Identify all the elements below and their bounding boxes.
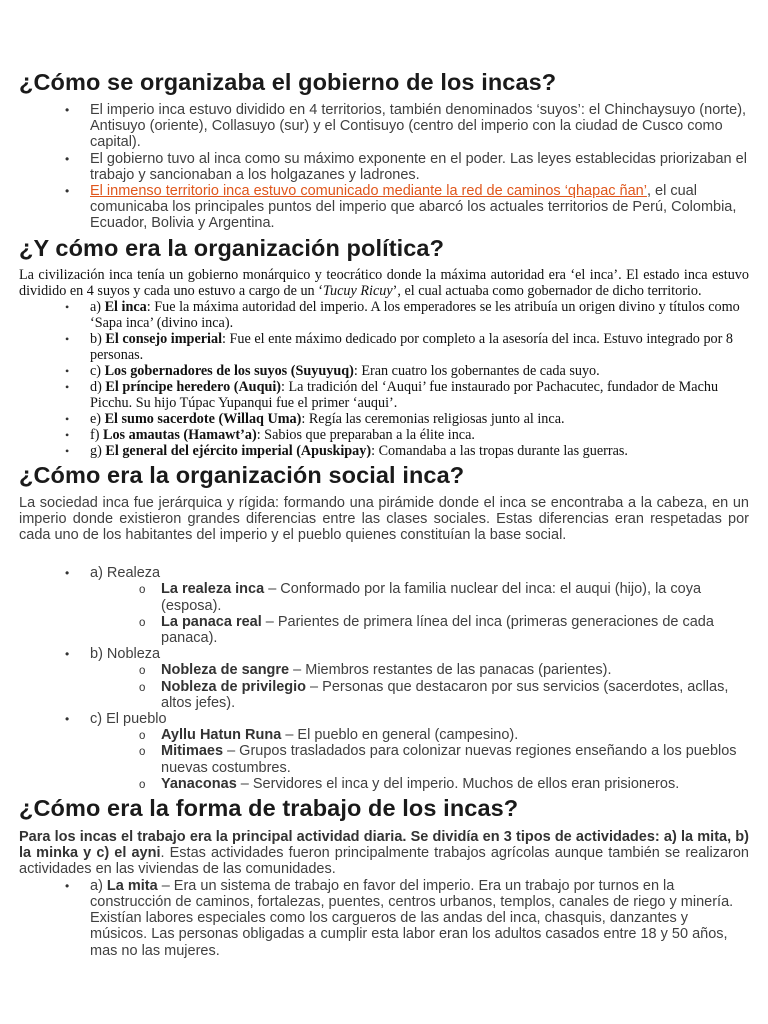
item-desc: – El pueblo en general (campesino). xyxy=(281,727,519,744)
sub-list-container xyxy=(19,727,749,792)
item-desc: : Eran cuatro los gobernantes de cada suyo. xyxy=(353,362,600,379)
item-prefix: f) xyxy=(90,426,103,443)
item-prefix: g) xyxy=(90,442,106,459)
heading-social: ¿Cómo era la organización social inca? xyxy=(19,461,465,488)
sub-list-item xyxy=(19,614,749,646)
sub-list xyxy=(19,727,749,792)
list-item-text: , el cual comunicaba los principales puntos del imperio que abarcó los actuales territorios de Perú, Colombia, Ecuador, Bolivia y Argentina. xyxy=(90,183,737,232)
item-term: Nobleza de privilegio xyxy=(161,678,307,695)
sub-list-item xyxy=(19,679,749,711)
item-term: La realeza inca xyxy=(161,581,265,598)
list-item xyxy=(19,443,749,459)
item-desc: : Regía las ceremonias religiosas junto al inca. xyxy=(301,410,565,427)
item-term: Nobleza de sangre xyxy=(161,662,290,679)
item-prefix: a) xyxy=(90,877,107,894)
trabajo-intro-text: . Estas actividades fueron principalmente trabajos agrícolas aunque también se realizaron actividades en las viviendas de las comunidades. xyxy=(19,845,749,878)
heading-politica: ¿Y cómo era la organización política? xyxy=(19,234,445,261)
list-item xyxy=(19,363,749,379)
item-desc: – Grupos trasladados para colonizar nuevas regiones enseñando a los pueblos nuevas costumbres. xyxy=(161,743,737,776)
item-term: Los amautas (Hamawt’a) xyxy=(103,426,257,443)
item-term: La panaca real xyxy=(161,613,262,630)
item-term: El príncipe heredero (Auqui) xyxy=(105,378,282,395)
item-desc: : Comandaba a las tropas durante las guerras. xyxy=(371,442,628,459)
list-item xyxy=(19,565,749,581)
sub-list-container xyxy=(19,581,749,646)
list-item xyxy=(19,427,749,443)
item-desc: – Conformado por la familia nuclear del inca: el auqui (hijo), la coya (esposa). xyxy=(161,581,702,614)
item-prefix: d) xyxy=(90,378,106,395)
sub-list-item xyxy=(19,727,749,743)
item-desc: – Personas que destacaron por sus servicios (sacerdotes, acllas, altos jefes). xyxy=(161,678,729,711)
intro-text: La civilización inca tenía un gobierno monárquico y teocrático donde la máxima autoridad era ‘el inca’. El estado inca estuvo dividido en 4 suyos y cada uno estuvo a cargo de un ‘ xyxy=(19,266,749,299)
item-desc: : Fue el ente máximo dedicado por completo a la asesoría del inca. Estuvo integrado por 8 personas. xyxy=(90,330,734,363)
item-desc: – Servidores el inca y del imperio. Muchos de ellos eran prisioneros. xyxy=(236,775,680,792)
sub-list-container xyxy=(19,662,749,711)
item-desc: – Miembros restantes de las panacas (parientes). xyxy=(289,662,612,679)
list-item xyxy=(19,331,749,363)
qhapac-nan-link[interactable]: El inmenso territorio inca estuvo comunicado mediante la red de caminos ‘qhapac ñan’ xyxy=(90,183,647,200)
list-item xyxy=(19,646,749,662)
politica-intro xyxy=(19,267,749,299)
item-term: Mitimaes xyxy=(161,743,224,760)
group-label: c) El pueblo xyxy=(90,711,167,728)
heading-trabajo: ¿Cómo era la forma de trabajo de los incas? xyxy=(19,795,519,822)
list-item xyxy=(19,183,749,232)
item-desc: – Parientes de primera línea del inca (primeras generaciones de cada panaca). xyxy=(161,613,714,647)
item-prefix: e) xyxy=(90,410,105,427)
list-item xyxy=(19,711,749,727)
trabajo-intro xyxy=(19,829,749,878)
item-prefix: b) xyxy=(90,330,106,347)
list-item xyxy=(19,878,749,959)
list-item xyxy=(19,411,749,427)
trabajo-intro-bold: Para los incas el trabajo era la principal actividad diaria. Se dividía en 3 tipos de actividades: a) la mita, b) la minka y c) el ayni xyxy=(19,829,749,862)
politica-list xyxy=(19,299,749,459)
gobierno-list xyxy=(19,102,749,232)
item-desc: – Era un sistema de trabajo en favor del imperio. Era un trabajo por turnos en la construcción de caminos, fortalezas, puentes, centros urbanos, templos, canales de riego y minería. Existían labores especiales como los cargueros de las andas del inca, chasquis, danzantes y músicos. Las personas obligadas a cumplir esta labor eran los adultos casados entre 18 y 50 años, mas no las mujeres. xyxy=(90,877,734,959)
sub-list-item xyxy=(19,743,749,775)
list-item xyxy=(19,379,749,411)
list-item: • El imperio inca estuvo dividido en 4 territorios, también denominados ‘suyos’: el Chinchaysuyo (norte), Antisuyo (oriente), Collasuyo (sur) y el Contisuyo (centro del imperio con la ciudad de Cusco como capital). xyxy=(19,102,749,151)
item-term: Yanaconas xyxy=(161,775,237,792)
item-term: Ayllu Hatun Runa xyxy=(161,727,282,744)
item-term: Los gobernadores de los suyos (Suyuyuq) xyxy=(104,362,354,379)
social-intro: La sociedad inca fue jerárquica y rígida: formando una pirámide donde el inca se encontraba a la cabeza, en un imperio donde existieron grandes diferencias entre las clases sociales. Estas diferencias eran respetadas por cada uno de los habitantes del imperio y el pueblo quienes constituían la base social. xyxy=(19,494,749,544)
sub-list-item xyxy=(19,581,749,613)
sub-list-item xyxy=(19,662,749,678)
list-item: • El gobierno tuvo al inca como su máximo exponente en el poder. Las leyes establecidas priorizaban el trabajo y sancionaban a los holgazanes y ladrones. xyxy=(19,151,749,183)
item-desc: : La tradición del ‘Auqui’ fue instaurado por Pachacutec, fundador de Machu Picchu. Su hijo Túpac Yupanqui fue el primer ‘auqui’. xyxy=(90,378,719,411)
item-desc: : Fue la máxima autoridad del imperio. A los emperadores se les atribuía un origen divino y títulos como ‘Sapa inca’ (divino inca). xyxy=(90,298,740,331)
sub-list xyxy=(19,581,749,646)
intro-text: ’, el cual actuaba como gobernador de dicho territorio. xyxy=(392,282,702,299)
item-term: El consejo imperial xyxy=(105,330,223,347)
item-term: La mita xyxy=(106,877,158,894)
sub-list-item xyxy=(19,776,749,792)
item-prefix: c) xyxy=(90,362,105,379)
social-list xyxy=(19,565,749,792)
item-prefix: a) xyxy=(90,298,105,315)
trabajo-list xyxy=(19,878,749,959)
item-term: El sumo sacerdote (Willaq Uma) xyxy=(104,410,302,427)
group-label: b) Nobleza xyxy=(90,646,161,663)
item-term: El general del ejército imperial (Apuskipay) xyxy=(105,442,372,459)
item-desc: : Sabios que preparaban a la élite inca. xyxy=(256,426,475,443)
heading-gobierno: ¿Cómo se organizaba el gobierno de los incas? xyxy=(19,69,557,95)
list-item xyxy=(19,299,749,331)
group-label: a) Realeza xyxy=(90,565,161,582)
intro-emphasis: Tucuy Ricuy xyxy=(322,282,393,299)
item-term: El inca xyxy=(104,298,147,315)
sub-list xyxy=(19,662,749,711)
